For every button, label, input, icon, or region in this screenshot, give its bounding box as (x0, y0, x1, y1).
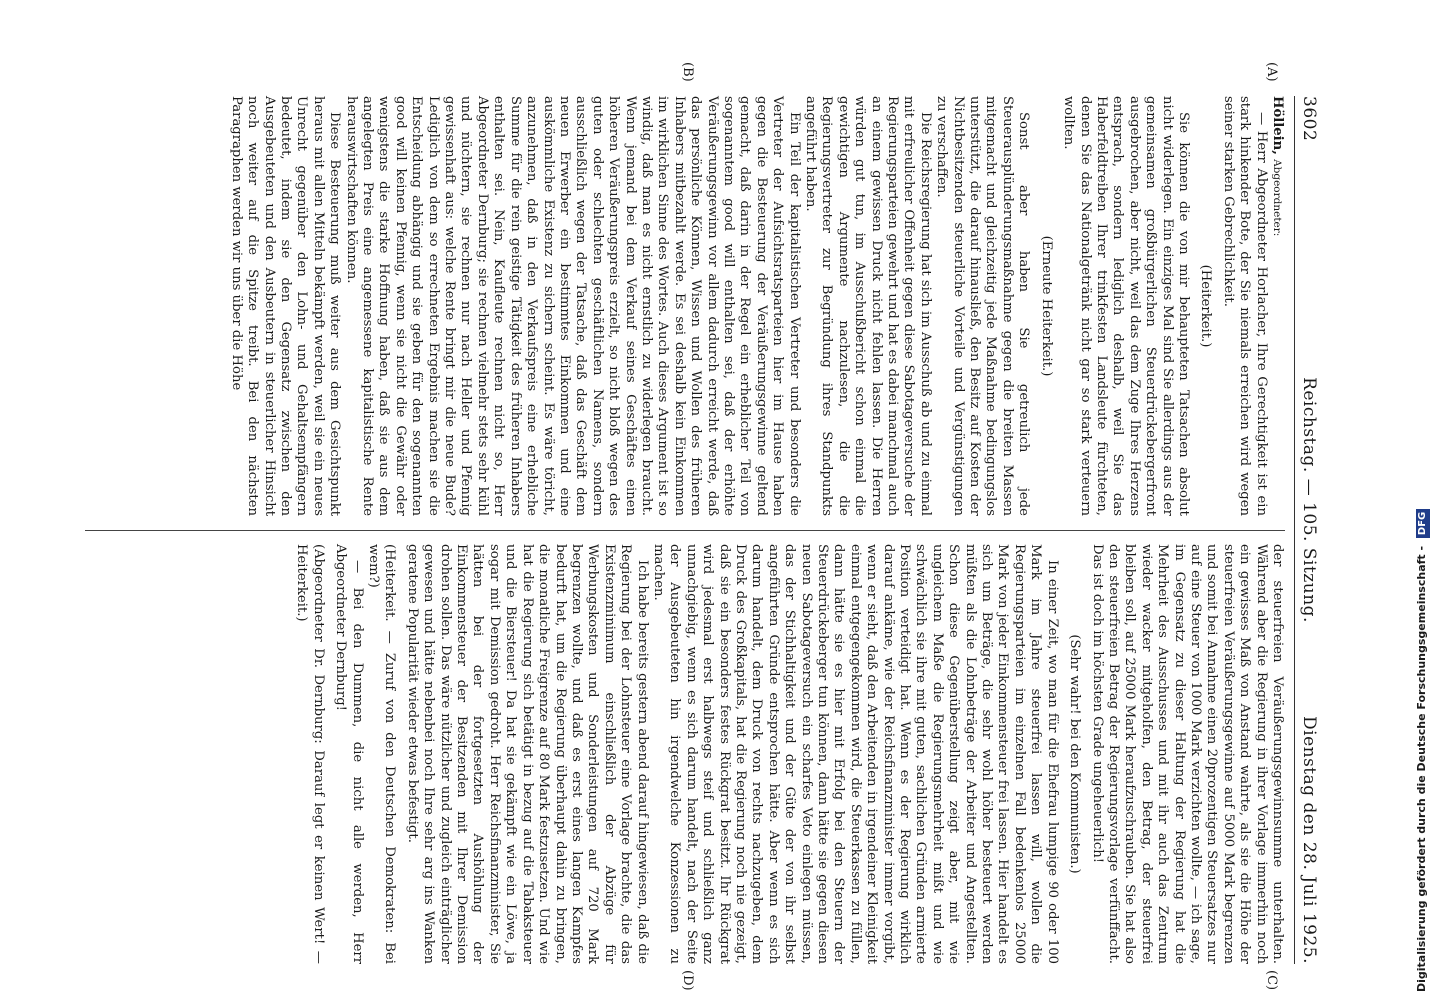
dfg-logo: DFG (1416, 509, 1430, 538)
paragraph: Die Reichsregierung hat sich im Ausschuß ab und zu einmal mit erfreulicher Offenheit gegen diese Sabotageversuche der Regierungsparteien gewehrt und hat es dabei manchmal auch an einem gewissen Druck nicht fehlen lassen. Die Herren würden gut tun, im Ausschußbericht schon einmal die gewichtigen Argumente nachzulesen, die die Regierungsvertreter zur Begründung ihres Standpunkts angeführt haben. (803, 96, 933, 516)
margin-mark-a: (A) (1264, 62, 1279, 82)
speaker-role: Abgeordneter: (1271, 159, 1283, 237)
margin-mark-c: (C) (1264, 970, 1279, 991)
interjection: (Abgeordneter Dr. Dernburg: Darauf legt er keinen Wert! — Heiterkeit.) (294, 544, 326, 964)
paragraph: der steuerfreien Veräußerungsgewinnsumme unterhalten. Während aber die Regierung in ihrer Vorlage immerhin noch ein gewisses Maß von Anstand wahrte, als sie die Höhe der steuerfreien Veräußerungsgewinne auf 5000 Mark begrenzen und somit bei Annahme einen 20prozentigen Steuersatzes nur auf eine Steuer von 1000 Mark verzichten wollte, — ich sage, im Gegensatz zu dieser Haltung der Regierung hat die Mehrheit des Ausschusses und mit ihr auch das Zentrum wieder wacker mitgeholfen, den Betrag, der steuerfrei bleiben soll, auf 25000 Mark heraufzuschrauben. Sie hat also den steuerfreien Betrag der Regierungsvorlage verfünffacht. Das ist doch im höchsten Grade ungeheuerlich! (1089, 544, 1285, 964)
paragraph: In einer Zeit, wo man für die Ehefrau lumpige 90 oder 100 Mark im Jahre steuerfrei lassen will, wollen die Regierungsparteien im einzelnen Fall bedenkenlos 25000 Mark von jeder Einkommensteuer frei lassen. Hier handelt es sich um Beträge, die sehr wohl höher besteuert werden müßten als die Lohnbeträge der Arbeiter und Angestellten. Schon diese Gegenüberstellung zeigt aber, mit wie ungleichem Maße die Regierungsmehrheit mißt und wie schwächlich sie ihre mit guten, sachlichen Gründen armierte Position verteidigt hat. Wenn es der Regierung wirklich darauf ankäme, wie der Reichsfinanzminister immer vorgibt, wenn er sieht, daß den Arbeitenden in irgendeiner Kleinigkeit einmal entgegengekommen wird, die Steuerkassen zu füllen, dann hätte sie es hier mit Erfolg bei den Steuern der Steuerdrückeberger tun können, dann hätte sie gegen diesen neuen Sabotageversuch ein scharfes Veto einlegen müssen, das der Stichhaltigkeit und der Güte der von ihr selbst angeführten Gründe entsprochen hätte. Aber wenn es sich darum handelt, dem Druck von rechts nachzugeben, dem Druck des Großkapitals, hat die Regierung noch nie gezeigt, daß sie ein besonders festes Rückgrat besitzt. Ihr Rückgrat wird jedesmal erst halbwegs steif und schließlich ganz unnachgiebig, wenn es sich darum handelt, nach der Seite der Ausgebeuteten hin irgendwelche Konzessionen zu machen. (650, 544, 1060, 964)
interjection: (Heiterkeit. — Zuruf von den Deutschen Demokraten: Bei wem?) (366, 544, 398, 964)
session-title: Reichstag. — 105. Sitzung. (1299, 377, 1319, 623)
margin-mark-d: (D) (680, 970, 695, 991)
paragraph: Sonst aber haben Sie getreulich jede Steuerausplünderungsmaßnahme gegen die breiten Massen mitgemacht und gleichzeitig jede Maßnahme bedingungslos unterstützt, die darauf hinausließ, den Besitz auf Kosten der Nichtbesitzenden steuerliche Vorteile und Vergünstigungen zu verschaffen. (934, 96, 1032, 516)
margin-mark-b: (B) (680, 62, 695, 82)
interjection: (Heiterkeit.) (1198, 264, 1214, 348)
paragraph: — Bei den Dummen, die nicht alle werden, Herr Abgeordneter Dernburg! (333, 544, 365, 964)
credit-text: Digitalisierung gefördert durch die Deutsche Forschungsgemeinschaft - (1415, 545, 1428, 992)
interjection: (Sehr wahr! bei den Kommunisten.) (1067, 634, 1083, 874)
speaker-line (1269, 96, 1285, 516)
rotated-page (5, 0, 1325, 1000)
interjection: (Erneute Heiterkeit.) (1038, 235, 1054, 377)
digitization-credit (1412, 8, 1432, 992)
running-head (1291, 0, 1325, 1000)
page-number: 3602 (1299, 96, 1319, 142)
session-date: Dienstag den 28. Juli 1925. (1299, 716, 1319, 964)
left-column (227, 96, 1285, 516)
paragraph: Sie können die von mir behaupteten Tatsachen absolut nicht widerlegen. Ein einziges Mal sind Sie allerdings aus der gemeinsamen großbürgerlichen Steuerdrückebergerfront ausgebrochen, aber nicht, weil das dem Zuge Ihres Herzens entsprach, sondern lediglich deshalb, weil Sie das Haberfeldtreiben Ihrer trinkfesten Landsleute fürchteten, denen Sie das Nationalgetränk nicht gar so stark verteuern wollten. (1061, 96, 1191, 516)
paragraph: Ich habe bereits gestern abend darauf hingewiesen, daß die Regierung bei der Lohnsteuer eine Vorlage brachte, die das Existenzminimum einschließlich der Abzüge für Werbungskosten und Sonderleistungen auf 720 Mark begrenzen wollte, und daß es erst eines langen Kampfes bedurft hat, um die Regierung überhaupt dahin zu bringen, die monatliche Freigrenze auf 80 Mark festzusetzen. Und wie hat die Regierung sich betätigt in bezug auf die Tabaksteuer und die Biersteuer! Da hat sie gekämpft wie ein Löwe, ja sogar mit Demission gedroht. Herr Reichsfinanzminister, Sie hätten bei der fortgesetzten Aushöhlung der Einkommensteuer der Besitzenden mit Ihrer Demission drohen sollen. Das wäre nützlicher und zugleich einträglicher gewesen und hätte nebenbei noch Ihre sehr arg ins Wanken geratene Popularität wieder etwas befestigt. (404, 544, 650, 964)
paragraph: — Herr Abgeordneter Horlacher, Ihre Gerechtigkeit ist ein stark hinkender Bote, der Sie niemals erreichen wird wegen seiner starken Gebrechlichkeit. (1220, 96, 1269, 516)
paragraph: Ein Teil der kapitalistischen Vertreter und besonders die Vertreter der Aufsichtsratsparteien hier im Hause haben gegen die Besteuerung der Veräußerungsgewinne geltend gemacht, daß darin in der Regel ein erheblicher Teil von sogenanntem good will enthalten sei, daß der erhöhte Veräußerungsgewinn vor allem dadurch erreicht werde, daß das persönliche Können, Wissen und Wollen des früheren Inhabers mitbezahlt werde. Es sei deshalb kein Einkommen im wirklichen Sinne des Wortes. Auch dieses Argument ist so windig, daß man es nicht ernstlich zu widerlegen braucht. Wenn jemand bei dem Verkauf seines Geschäftes einen höheren Veräußerungspreis erzielt, so nicht bloß wegen des guten oder schlechten geschäftlichen Namens, sondern ausschließlich wegen der Tatsache, daß das Geschäft dem neuen Erwerber ein bestimmtes Einkommen und eine auskömmliche Existenz zu sichern scheint. Es wäre töricht, anzunehmen, daß in den Verkaufspreis eine erhebliche Summe für die rein geistige Tätigkeit des früheren Inhabers enthalten sei. Nein, Kaufleute rechnen nicht so, Herr Abgeordneter Dernburg; sie rechnen vielmehr stets sehr kühl und nüchtern, sie rechnen nur nach Heller und Pfennig gewissenhaft aus: welche Rente bringt mir die neue Bude? Lediglich von dem so errechneten Ergebnis machen sie die Entscheidung abhängig und sie geben für den sogenannten good will keinen Pfennig, wenn sie nicht die Gewähr oder wenigstens die starke Hoffnung haben, daß sie aus dem angelegten Preis eine angemessene kapitalistische Rente herauswirtschaften können. (343, 96, 802, 516)
speaker-name: Höllein, (1270, 96, 1285, 155)
header-rule (1294, 96, 1295, 964)
column-divider (85, 530, 1285, 531)
right-column (293, 544, 1285, 964)
paragraph: Diese Besteuerung muß weiter aus dem Gesichtspunkt heraus mit allen Mitteln bekämpft werden, weil sie ein neues Unrecht gegenüber den Lohn- und Gehaltsempfängern bedeutet, indem sie den Gegensatz zwischen den Ausgebeuteten und den Ausbeutern in steuerlicher Hinsicht noch weiter auf die Spitze treibt. Bei den nächsten Paragraphen werden wir uns über die Höhe (228, 96, 343, 516)
